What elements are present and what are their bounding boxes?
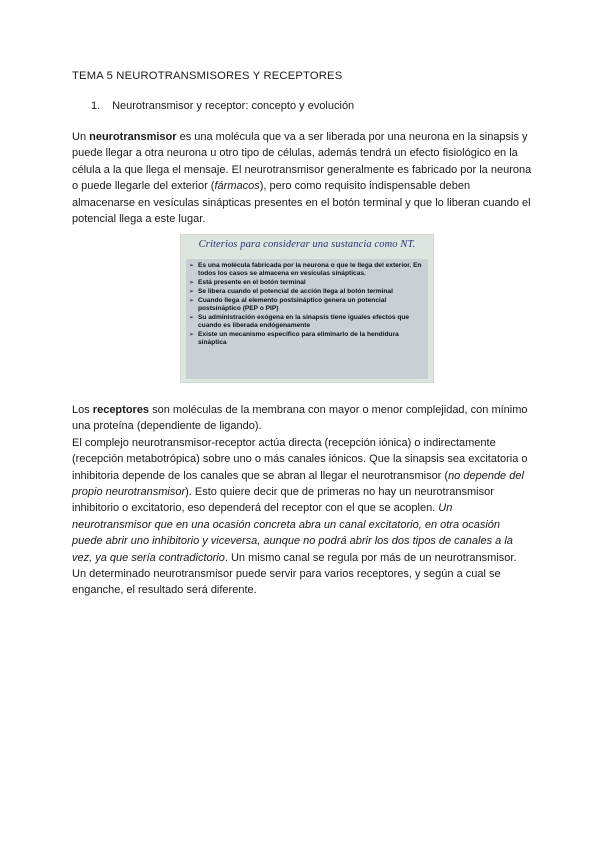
criteria-item — [188, 314, 426, 330]
figure-title: Criterios para considerar una sustancia como NT. — [198, 239, 416, 250]
italic-sentence: Un neurotransmisor que en una ocasión concreta abra un canal excitatorio, en otra ocasión puede abrir uno inhibitorio y viceversa, aunque no podrá abrir los dos tipos de canales a la vez, ya que sería contradictorio — [72, 502, 513, 564]
italic-term: fármacos — [214, 180, 260, 193]
criteria-item — [188, 331, 426, 347]
arrow-bullet-icon: ➢ — [189, 263, 195, 269]
criteria-item-text: Se libera cuando el potencial de acción llega al botón terminal — [198, 287, 393, 295]
criteria-list — [186, 259, 428, 347]
text-run: ). Esto quiere decir que de primeras no hay un neurotransmisor inhibitorio o excitatorio, eso dependerá del receptor con el que se acoplen. — [72, 486, 494, 515]
text-run: son moléculas de la membrana con mayor o menor complejidad, con mínimo una proteína (dependiente de ligando). — [72, 404, 528, 433]
text-run: Un — [72, 131, 90, 143]
criteria-figure — [180, 234, 434, 383]
italic-term: no depende del propio neurotransmisor — [72, 469, 524, 499]
text-run: es una molécula que va a ser liberada por una neurona en la sinapsis y puede llegar a otra neurona u otro tipo de células, además tendrá un efecto fisiológico en la célula a la que llega el mensaje. El neurotransmisor generalmente es fabricado por la neurona o puede llegarle del exterior ( — [72, 131, 532, 193]
bold-term: receptores — [92, 404, 150, 416]
arrow-bullet-icon: ➢ — [189, 280, 195, 286]
criteria-item — [188, 297, 426, 313]
criteria-item-text: Existe un mecanismo específico para eliminarlo de la hendidura sináptica — [198, 330, 399, 346]
section-number: 1. — [91, 100, 101, 112]
criteria-item — [188, 279, 426, 287]
arrow-bullet-icon: ➢ — [189, 288, 195, 295]
figure-body — [186, 259, 428, 379]
arrow-bullet-icon: ➢ — [189, 331, 195, 338]
bold-term: neurotransmisor — [89, 131, 177, 143]
criteria-item-text: Cuando llega al elemento postsináptico genera un potencial postsináptico (PEP o PIP) — [198, 296, 387, 312]
criteria-item-text: Está presente en el botón terminal — [198, 279, 306, 286]
criteria-item — [188, 288, 426, 296]
text-run: ), pero como requisito indispensable deben almacenarse en vesículas sinápticas presentes en el botón terminal y que lo liberan cuando el potencial llega a este lugar. — [72, 180, 531, 226]
paragraph-receptors — [72, 402, 532, 599]
text-run: . Un mismo canal se regula por más de un neurotransmisor. — [224, 551, 517, 564]
section-heading — [91, 100, 354, 112]
text-run: Un determinado neurotransmisor puede servir para varios receptores, y según a cual se enganche, el resultado será diferente. — [72, 568, 501, 597]
text-run: Los — [72, 404, 93, 416]
arrow-bullet-icon: ➢ — [189, 314, 195, 321]
criteria-item — [188, 262, 426, 278]
document-title: TEMA 5 NEUROTRANSMISORES Y RECEPTORES — [72, 70, 343, 82]
text-run: El complejo neurotransmisor-receptor actúa directa (recepción iónica) o indirectamente (recepción metabotrópica) sobre uno o más canales iónicos. Que la sinapsis sea excitatoria o inhibitoria depende de los canales que se abran al llegar el neurotransmisor ( — [72, 436, 528, 482]
criteria-item-text: Es una molécula fabricada por la neurona o que le llega del exterior. En todos los casos se almacena en vesículas sinápticas. — [198, 262, 422, 278]
section-title: Neurotransmisor y receptor: concepto y evolución — [112, 100, 355, 112]
arrow-bullet-icon: ➢ — [189, 297, 195, 304]
paragraph-neurotransmitter — [72, 129, 532, 227]
criteria-item-text: Su administración exógena en la sinapsis tiene iguales efectos que cuando es liberada endógenamente — [198, 313, 410, 329]
